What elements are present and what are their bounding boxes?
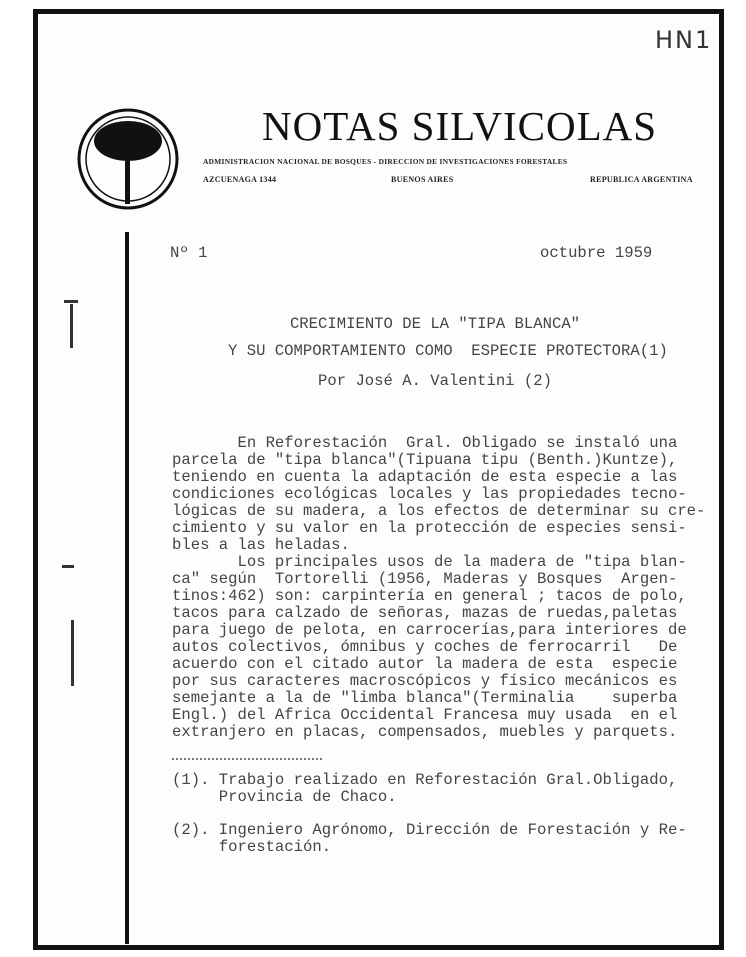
header-institution: ADMINISTRACION NACIONAL DE BOSQUES - DIRECCION DE INVESTIGACIONES FORESTALES: [203, 157, 568, 166]
body-line: teniendo en cuenta la adaptación de esta especie a las: [172, 468, 678, 486]
body-line: condiciones ecológicas locales y las propiedades tecno-: [172, 485, 687, 503]
issue-date: octubre 1959: [540, 244, 653, 262]
body-line: tacos para calzado de señoras, mazas de ruedas,paletas: [172, 604, 678, 622]
footnote-line: Provincia de Chaco.: [172, 788, 397, 806]
body-line: extranjero en placas, compensados, muebles y parquets.: [172, 723, 678, 741]
body-line: tinos:462) son: carpintería en general ; tacos de polo,: [172, 587, 687, 605]
article-title-line2: Y SU COMPORTAMIENTO COMO ESPECIE PROTECTORA(1): [228, 342, 668, 360]
body-line: autos colectivos, ómnibus y coches de ferrocarril De: [172, 638, 678, 656]
header-country: REPUBLICA ARGENTINA: [590, 175, 693, 184]
article-title-line1: CRECIMIENTO DE LA "TIPA BLANCA": [289, 315, 581, 333]
header-city: BUENOS AIRES: [391, 175, 454, 184]
footnote-line: forestación.: [172, 838, 332, 856]
body-line: Los principales usos de la madera de "tipa blan-: [172, 553, 687, 571]
body-line: En Reforestación Gral. Obligado se instaló una: [172, 434, 678, 452]
margin-rule: [125, 232, 129, 944]
footnote-line: (1). Trabajo realizado en Reforestación Gral.Obligado,: [172, 771, 678, 789]
article-body: [172, 435, 705, 741]
body-line: lógicas de su madera, a los efectos de determinar su cre-: [172, 502, 706, 520]
body-line: parcela de "tipa blanca"(Tipuana tipu (Benth.)Kuntze),: [172, 451, 678, 469]
body-line: cimiento y su valor en la protección de especies sensi-: [172, 519, 687, 537]
article-author: Por José A. Valentini (2): [318, 372, 552, 390]
body-line: Engl.) del Africa Occidental Francesa muy usada en el: [172, 706, 678, 724]
tree-logo: [76, 107, 180, 211]
body-line: por sus caracteres macroscópicos y físico mecánicos es: [172, 672, 678, 690]
issue-number: Nº 1: [170, 244, 208, 262]
body-line: ca" según Tortorelli (1956, Maderas y Bosques Argen-: [172, 570, 678, 588]
body-line: para juego de pelota, en carrocerías,para interiores de: [172, 621, 687, 639]
header-address: AZCUENAGA 1344: [203, 175, 277, 184]
body-line: semejante a la de "limba blanca"(Terminalia superba: [172, 689, 678, 707]
footnote-2: [172, 822, 687, 856]
footnote-separator: [172, 758, 322, 760]
footnote-line: (2). Ingeniero Agrónomo, Dirección de Forestación y Re-: [172, 821, 687, 839]
footnote-1: [172, 772, 677, 806]
body-line: bles a las heladas.: [172, 536, 350, 554]
publication-title: NOTAS SILVICOLAS: [262, 103, 658, 149]
body-line: acuerdo con el citado autor la madera de esta especie: [172, 655, 678, 673]
handwritten-code: HN1: [655, 26, 713, 54]
